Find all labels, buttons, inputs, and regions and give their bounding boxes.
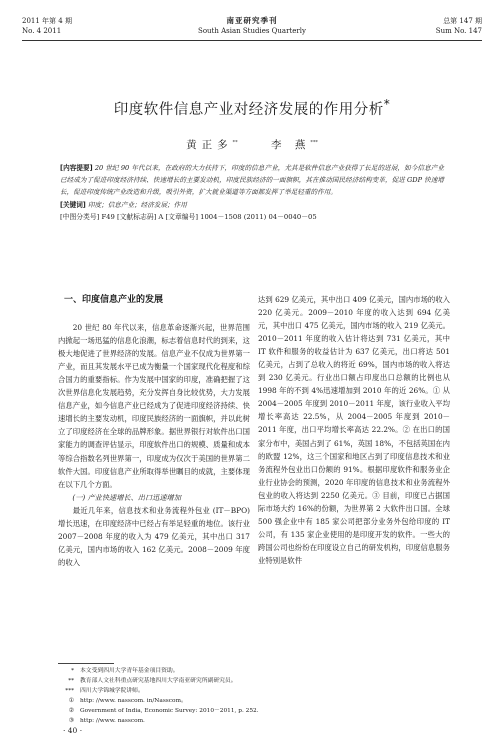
left-column — [58, 290, 250, 569]
page-number: · 40 · — [63, 726, 83, 735]
footnote-rule — [58, 663, 114, 664]
footnote: ** 教育部人文社科重点研究基地四川大学南亚研究所副研究员。 — [68, 678, 237, 684]
journal-name: 南亚研究季刊 South Asian Studies Quarterly — [198, 16, 306, 35]
issue-info: 2011 年第 4 期 No. 4 2011 — [22, 17, 72, 35]
abstract-block — [60, 162, 444, 223]
abstract-text: 20 世纪 90 年代以来，在政府的大力扶持下，印度的信息产业，尤其是软件信息产业获得了长足的进展，如今信息产业已经成为了促进印度经济持续、快速增长的主要发动机，印度民族经济的一面旗帜，其在推动国民经济结构变革，促进 GDP 快速增长，促进印度传统产业改造和升级，吸引外资，扩大就业渠道等方面都发挥了举足轻重的作用。 — [60, 164, 444, 197]
header-rule — [22, 40, 482, 41]
section-heading: 一、印度信息产业的发展 — [64, 295, 164, 305]
footnote: ② Government of India, Economic Survey: 2010－2011, p. 252. — [68, 708, 259, 714]
right-column — [258, 293, 450, 567]
keywords: 印度；信息产业；经济发展；作用 — [87, 200, 187, 209]
author-name: 黄正多 — [186, 139, 233, 151]
footnote: ① http: //www. nasscom. in/Nasscom。 — [68, 698, 187, 704]
keywords-label: [关键词] — [60, 200, 86, 209]
footnote: * 本文受到四川大学青年基金项目资助。 — [71, 668, 179, 674]
authors: 黄正多** 李 燕*** — [186, 139, 318, 151]
classification-line: [中图分类号] F49 [文献标志码] A [文章编号] 1004－1508 (2011) 04－0040－05 — [60, 212, 317, 221]
footnote: *** 四川大学锦城学院讲师。 — [65, 688, 144, 694]
paragraph: 达到 629 亿美元，其中出口 409 亿美元，国内市场的收入 220 亿美元。2009－2010 年度的收入达到 694 亿美元，其中出口 475 亿美元，国内市场的收入 219 亿美元。2010－2011 年度的收入估计将达到 731 亿美元，其中 IT 软件和服务的收益估计为 637 亿美元，出口将达 501 亿美元，占到了总收入的将近 69%，国内市场的收入将达到 230 亿美元。行业出口额占印度出口总额的比例也从 1998 年的不到 4%迅速增加到 2010 年的近 26%。① 从 2004－2005 年度到 2010－2011 年度，该行业收入平均增长率高达 22.5%，从 2004－2005 年度到 2010－2011 年度，出口平均增长率高达 22.2%。② 在出口的国家分布中，美国占到了 61%，英国 18%，不包括英国在内的欧盟 12%，这三个国家和地区占到了印度信息技术和业务流程外包业出口份额的 91%。根据印度软件和服务业企业行业协会的预测，2020 年印度的信息技术和业务流程外包业的收入将达到 2250 亿美元。③ 目前，印度已占据国际市场大约 16%的份额，为世界第 2 大软件出口国。全球 500 强企业中有 185 家公司把部分业务外包给印度的 IT 公司，有 135 家企业使用的是印度开发的软件。一些大的跨国公司也纷纷在印度设立自己的研发机构，印度信息服务业特别是软件 — [258, 295, 450, 565]
footnotes — [58, 666, 464, 726]
author-name: 李 燕 — [271, 139, 311, 151]
article-title: 印度软件信息产业对经济发展的作用分析* — [113, 97, 391, 118]
abstract-label: [内容提要] — [60, 164, 93, 172]
paragraph: 最近几年来，信息技术和业务流程外包业 (IT－BPO) 增长迅速，在印度经济中已经占有举足轻重的地位。该行业 2007－2008 年度的收入为 479 亿美元，其中出口 317 亿美元，国内市场的收入 162 亿美元。2008－2009 年度的收入 — [58, 505, 250, 567]
subsection-heading: (一) 产业快速增长、出口迅速增加 — [72, 492, 181, 502]
paragraph: 20 世纪 80 年代以来，信息革命逐渐兴起，世界范围内掀起一场迅猛的信息化浪潮，标志着信息时代的到来，这极大地促进了世界经济的发展。信息产业不仅成为世界第一产业，而且其发展水平已成为衡量一个国家现代化程度和综合国力的重要指标。作为发展中国家的印度，准确把握了这次世界信息化发展趋势，充分发挥自身比较优势，大力发展信息产业，如今信息产业已经成为了促进印度经济持续、快速增长的主要发动机，印度民族经济的一面旗帜，并以此树立了印度经济在全球的品牌形象。据世界银行对软件出口国家能力的调查评估显示，印度软件出口的规模、质量和成本等综合指数名列世界第一，印度成为仅次于美国的世界第二软件大国。印度信息产业所取得举世瞩目的成就，主要体现在以下几个方面。 — [58, 323, 250, 489]
sum-number: 总第 147 期 Sum No. 147 — [435, 17, 482, 35]
running-header — [22, 16, 482, 46]
footnote: ③ http: //www. nasscom. — [68, 718, 145, 724]
